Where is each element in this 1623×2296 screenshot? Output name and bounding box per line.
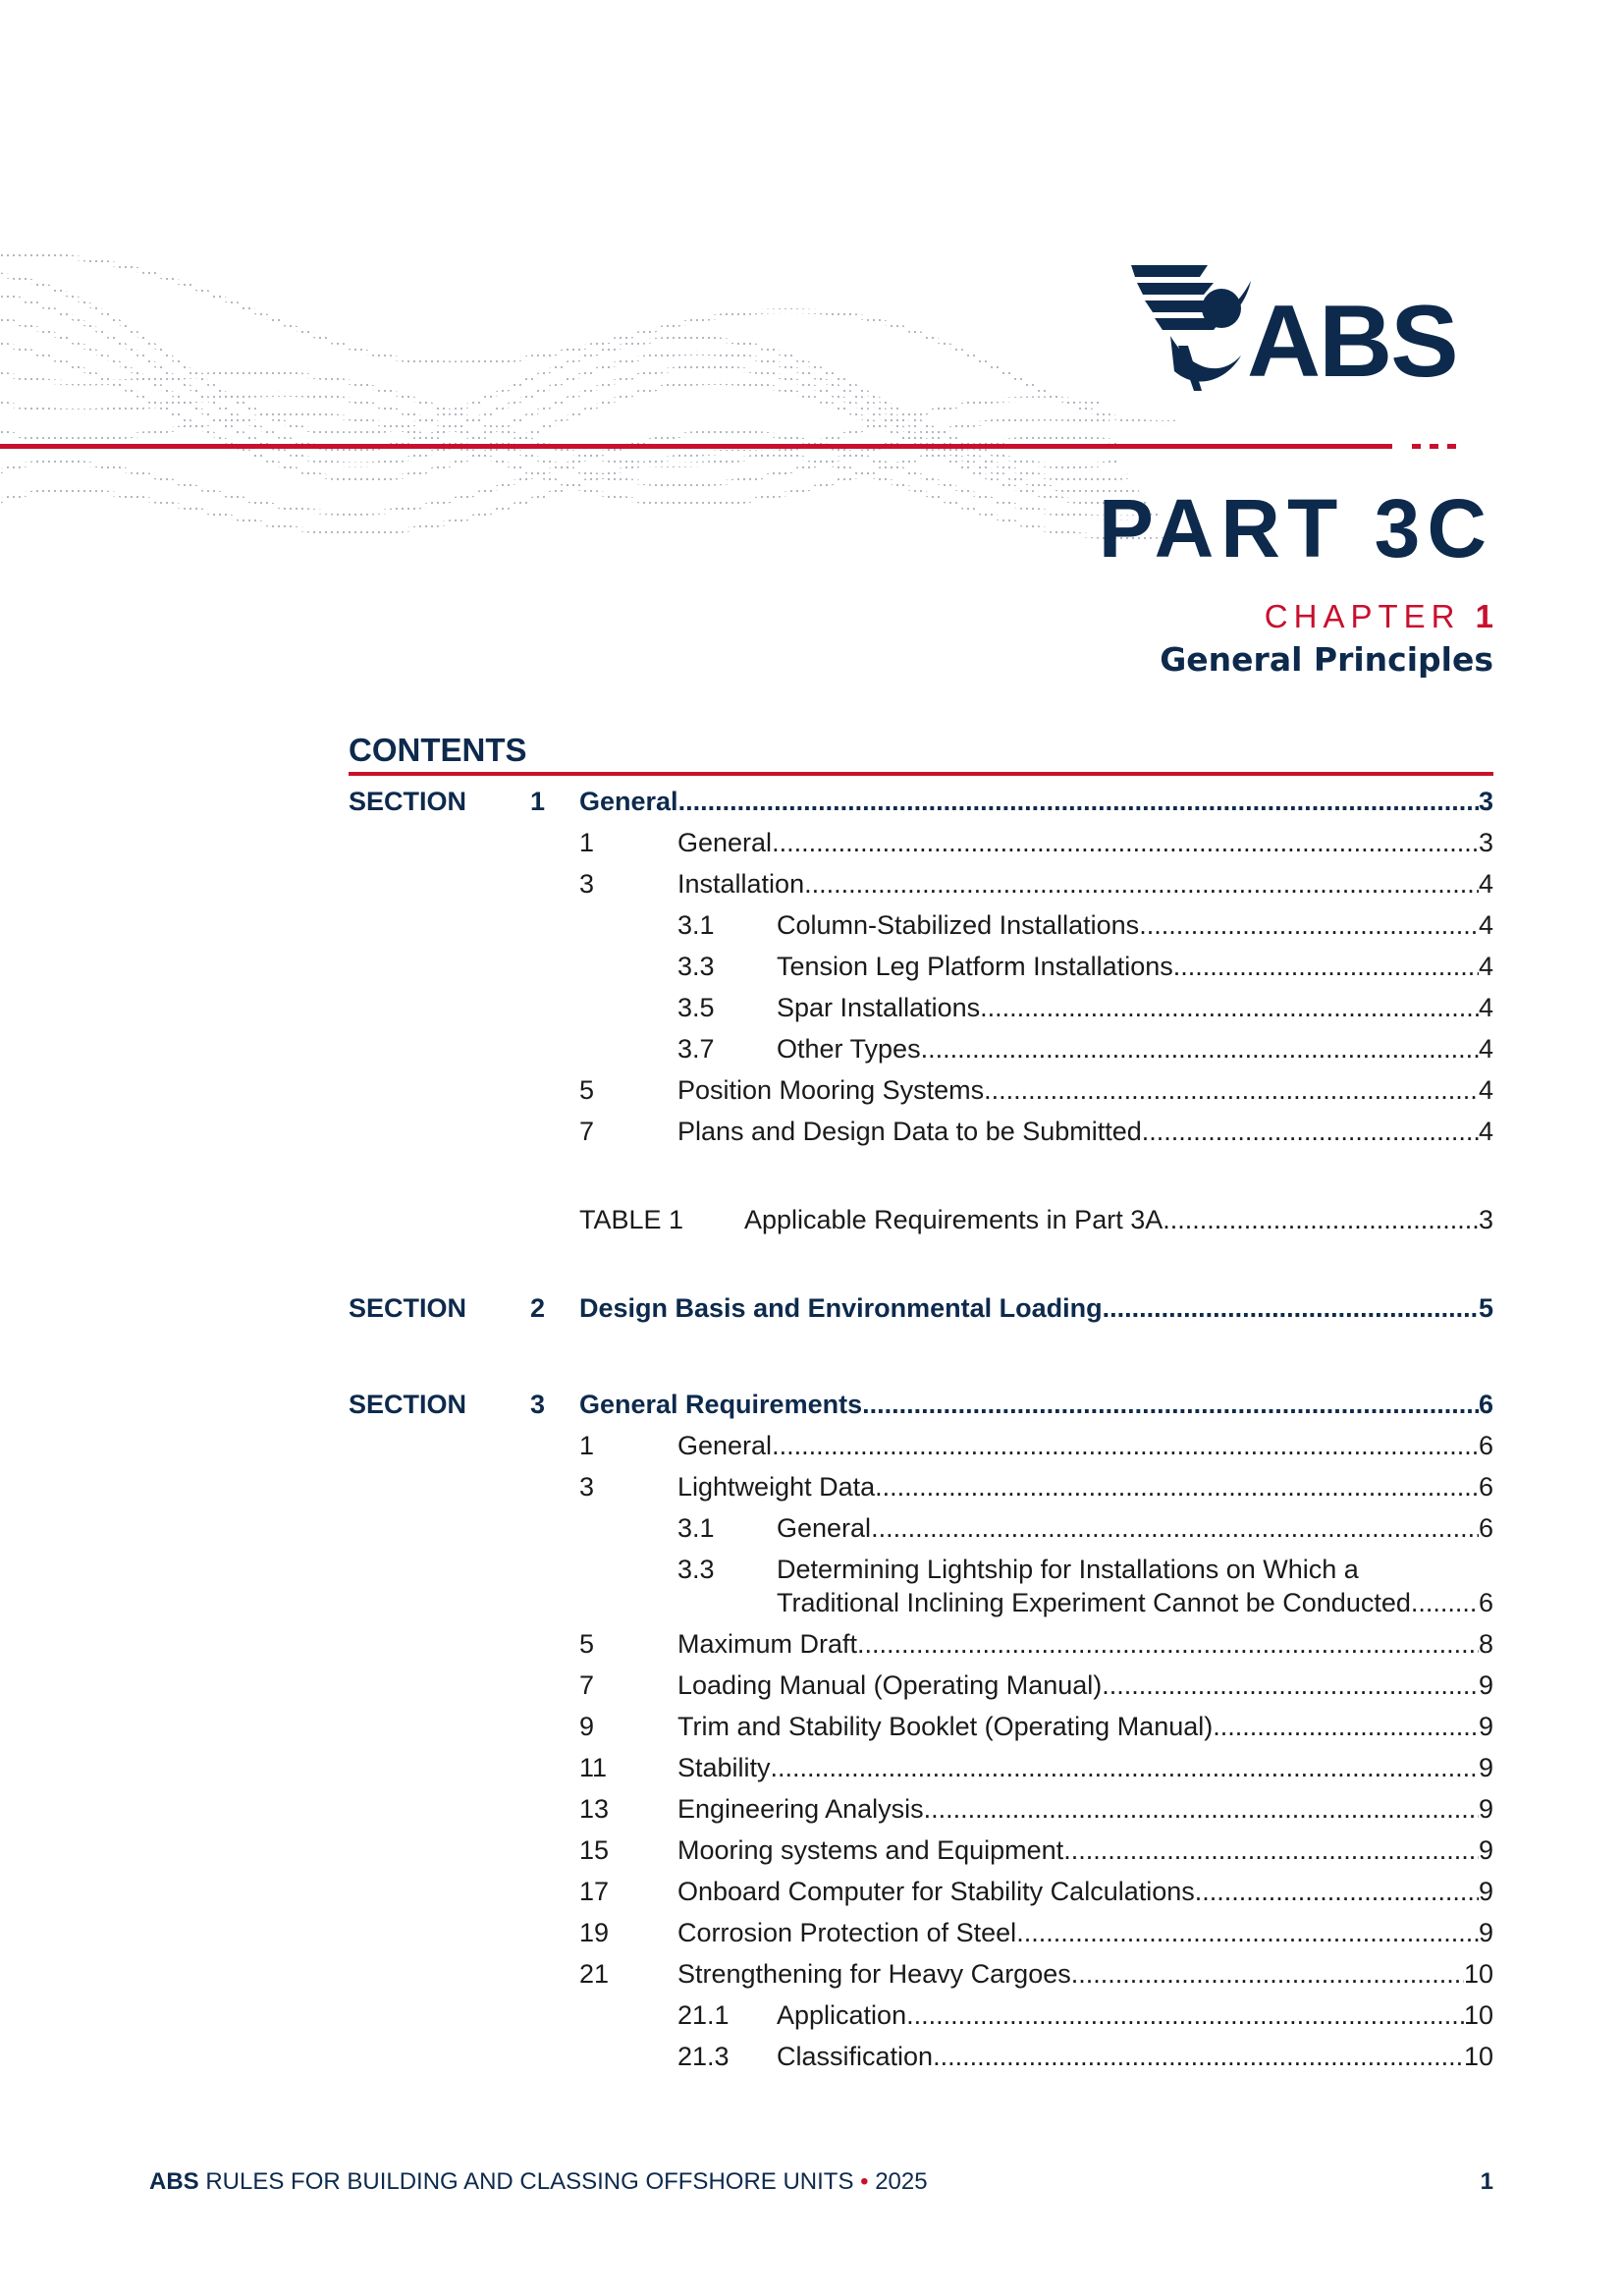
red-dash [1447,444,1456,449]
entry-title: Stability [677,1753,771,1782]
page-number: 6 [1478,1513,1493,1543]
footer-bullet: • [860,2168,869,2195]
header-red-rule [0,444,1392,449]
page-number: 9 [1478,1670,1493,1700]
entry-title: Mooring systems and Equipment [677,1835,1064,1865]
toc-subentry[interactable] [677,1508,1493,1548]
entry-title: Application [777,2000,907,2030]
entry-title: General [677,1431,773,1460]
page-number: 4 [1478,1034,1493,1064]
page-number: 10 [1463,1959,1493,1989]
page-number: 6 [1478,1431,1493,1460]
entry-title: Classification [777,2042,934,2071]
entry-number: 7 [579,1670,595,1700]
entry-number: 5 [579,1629,595,1659]
footer [149,2166,928,2198]
page-number: 9 [1478,1753,1493,1782]
entry-title: Traditional Inclining Experiment Cannot be Conducted [777,1588,1411,1617]
toc-subentry[interactable] [677,1995,1493,2035]
entry-number: 7 [579,1117,595,1146]
page-number: 9 [1478,1835,1493,1865]
entry-title: Column-Stabilized Installations [777,910,1140,940]
toc-section-row[interactable] [0,1385,1493,1424]
chapter-number: 1 [1475,598,1493,634]
entry-title: Corrosion Protection of Steel [677,1918,1017,1947]
page-number: 3 [1478,787,1493,816]
entry-title: Installation [677,869,805,899]
entry-title: Spar Installations [777,993,981,1022]
entry-title: Other Types [777,1034,921,1064]
part-title: PART 3C [1098,482,1493,574]
toc-subentry[interactable] [677,2037,1493,2076]
entry-title: General [677,828,773,857]
toc-entry[interactable] [579,1426,1493,1465]
page-number: 3 [1478,1205,1493,1234]
toc-entry[interactable] [579,1789,1493,1829]
toc-entry[interactable] [579,823,1493,862]
toc-entry[interactable] [579,1748,1493,1787]
entry-title: General [777,1513,872,1543]
toc-entry[interactable] [579,1707,1493,1746]
toc-section-row[interactable] [0,1288,1493,1328]
page-number: 6 [1478,1472,1493,1502]
entry-number: 13 [579,1794,610,1824]
page-number: 5 [1478,1293,1493,1323]
toc-section-row[interactable] [0,782,1493,821]
entry-number: 21.3 [677,2042,730,2071]
entry-number: 3 [579,1472,595,1502]
chapter-word: CHAPTER [1264,598,1461,634]
toc-entry[interactable] [579,1913,1493,1952]
footer-page-number: 1 [1480,2168,1493,2195]
footer-brand: ABS [149,2168,199,2195]
section-number: 1 [530,787,546,816]
page-number: 8 [1478,1629,1493,1659]
section-label: SECTION [349,787,467,816]
entry-number: 3.1 [677,1513,715,1543]
section-title: General Requirements [579,1390,863,1419]
toc-entry[interactable] [579,1467,1493,1506]
entry-title: Lightweight Data [677,1472,876,1502]
entry-title: Onboard Computer for Stability Calculations [677,1877,1195,1906]
toc-entry[interactable] [579,1954,1493,1994]
footer-text: RULES FOR BUILDING AND CLASSING OFFSHORE UNITS [205,2168,854,2195]
page-number: 10 [1463,2000,1493,2030]
entry-number: 3 [579,869,595,899]
entry-number: 11 [579,1753,608,1782]
entry-number: 5 [579,1075,595,1105]
entry-number: 3.5 [677,993,715,1022]
entry-number: 3.1 [677,910,715,940]
page-number: 9 [1478,1877,1493,1906]
entry-title: Loading Manual (Operating Manual) [677,1670,1103,1700]
red-dash [1412,444,1421,449]
toc-entry[interactable] [579,1070,1493,1110]
toc-subentry[interactable] [677,947,1493,986]
eagle-logo-icon [1131,261,1254,394]
entry-number: 1 [579,1431,595,1460]
page-number: 9 [1478,1712,1493,1741]
contents-heading: CONTENTS [349,732,527,768]
page-number: 9 [1478,1794,1493,1824]
page-number: 6 [1478,1588,1493,1617]
chapter-label [1265,597,1493,636]
toc-entry[interactable] [579,1872,1493,1911]
toc-entry[interactable] [579,1831,1493,1870]
toc-entry[interactable] [579,1112,1493,1151]
section-title: Design Basis and Environmental Loading [579,1293,1103,1323]
table-label: TABLE 1 [579,1205,684,1234]
page-number: 4 [1478,993,1493,1022]
footer-year: 2025 [875,2168,928,2195]
entry-number: 21.1 [677,2000,730,2030]
section-label: SECTION [349,1390,467,1419]
entry-number: 17 [579,1877,610,1906]
entry-number: 19 [579,1918,610,1947]
page-number: 4 [1478,1075,1493,1105]
toc-entry[interactable] [579,1624,1493,1664]
page-number: 9 [1478,1918,1493,1947]
page-number: 6 [1478,1390,1493,1419]
toc-subentry[interactable] [677,905,1493,945]
toc-subentry[interactable] [677,988,1493,1027]
page-number: 3 [1478,828,1493,857]
entry-number: 3.7 [677,1034,715,1064]
section-number: 2 [530,1293,546,1323]
entry-number: 3.3 [677,1555,715,1584]
entry-number: 1 [579,828,595,857]
entry-title-line1: Determining Lightship for Installations on Which a [777,1555,1359,1584]
toc-table-entry[interactable] [579,1200,1493,1239]
entry-number: 3.3 [677,952,715,981]
chapter-title: General Principles [1160,640,1493,679]
page-number: 4 [1478,910,1493,940]
toc-entry[interactable] [579,1666,1493,1705]
abs-logo-text: ABS [1247,285,1457,399]
section-number: 3 [530,1390,546,1419]
page-number: 10 [1463,2042,1493,2071]
entry-title: Trim and Stability Booklet (Operating Manual) [677,1712,1214,1741]
entry-title: Tension Leg Platform Installations [777,952,1173,981]
entry-number: 15 [579,1835,610,1865]
wave-graphic [0,236,1178,609]
entry-title: Strengthening for Heavy Cargoes [677,1959,1071,1989]
entry-title: Maximum Draft [677,1629,858,1659]
page-number: 4 [1478,1117,1493,1146]
entry-title: Engineering Analysis [677,1794,924,1824]
contents-rule [349,772,1493,776]
section-label: SECTION [349,1293,467,1323]
toc-subentry-continued[interactable] [677,1583,1493,1622]
entry-title: Position Mooring Systems [677,1075,985,1105]
toc-entry[interactable] [579,864,1493,903]
table-title: Applicable Requirements in Part 3A [744,1205,1163,1234]
entry-number: 21 [579,1959,610,1989]
toc-subentry[interactable] [677,1029,1493,1068]
page-number: 4 [1478,952,1493,981]
entry-number: 9 [579,1712,595,1741]
entry-title: Plans and Design Data to be Submitted [677,1117,1142,1146]
red-dash [1430,444,1438,449]
section-title: General [579,787,678,816]
page-number: 4 [1478,869,1493,899]
